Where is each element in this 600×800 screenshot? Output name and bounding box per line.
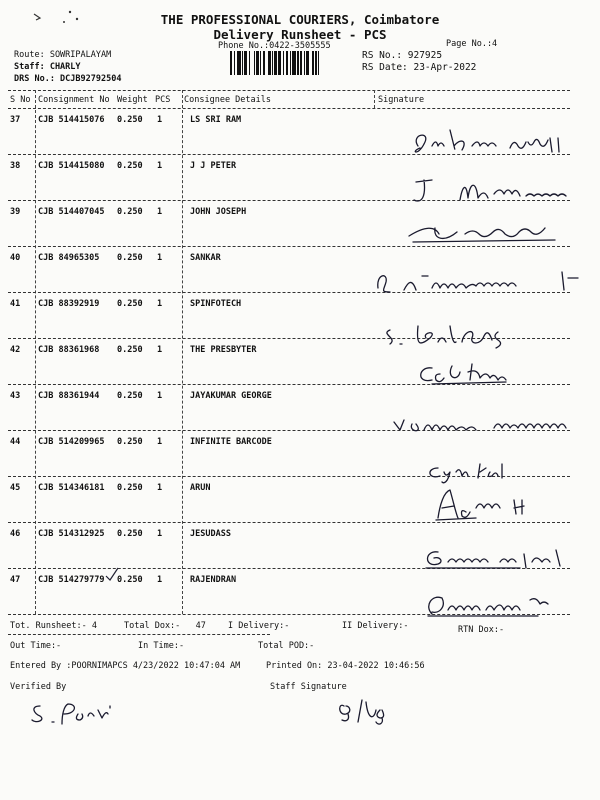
row-sno: 41	[10, 299, 21, 309]
total-pod: Total POD:-	[258, 641, 315, 651]
header-top-rule	[8, 90, 570, 91]
row-consignee: THE PRESBYTER	[190, 345, 257, 355]
barcode-bar	[319, 51, 321, 75]
row-consignment-no: CJB 514346181	[38, 483, 105, 493]
row-pcs: 1	[157, 299, 163, 309]
signature-37	[410, 124, 580, 168]
row-sno: 40	[10, 253, 21, 263]
in-time: In Time:-	[138, 641, 185, 651]
company-name: THE PROFESSIONAL COURIERS, Coimbatore	[160, 12, 440, 27]
row-sno: 38	[10, 161, 21, 171]
row-weight: 0.250	[117, 391, 143, 401]
rs-number: RS No.: 927925	[362, 50, 443, 61]
row-weight: 0.250	[117, 483, 143, 493]
verified-by-signature	[28, 694, 118, 732]
row-pcs: 1	[157, 207, 163, 217]
row-pcs: 1	[157, 345, 163, 355]
row-consignment-no: CJB 514415080	[38, 161, 105, 171]
col-header-weight: Weight	[117, 95, 148, 105]
row-consignee: J J PETER	[190, 161, 237, 171]
barcode	[230, 51, 354, 75]
row-consignment-no: CJB 88361944	[38, 391, 100, 401]
col-header-pcs: PCS	[155, 95, 171, 105]
row-weight: 0.250	[117, 207, 143, 217]
signature-38	[410, 170, 585, 214]
row-sno: 42	[10, 345, 21, 355]
row-consignment-no: CJB 88361968	[38, 345, 100, 355]
row-sno: 45	[10, 483, 21, 493]
signature-45	[432, 484, 552, 528]
row-consignment-no: CJB 88392919	[38, 299, 100, 309]
drs-number: DRS No.: DCJB92792504	[14, 74, 122, 84]
check-mark	[104, 566, 120, 582]
row-weight: 0.250	[117, 529, 143, 539]
col-header-consignment: Consignment No	[38, 95, 110, 105]
rs-date: RS Date: 23-Apr-2022	[362, 62, 477, 73]
col-header-signature: Signature	[378, 95, 425, 105]
row-consignment-no: CJB 514407045	[38, 207, 105, 217]
signature-40	[372, 262, 582, 306]
row-consignee: SANKAR	[190, 253, 221, 263]
row-weight: 0.250	[117, 253, 143, 263]
row-weight: 0.250	[117, 161, 143, 171]
entered-by: Entered By :POORNIMAPCS 4/23/2022 10:47:04 AM	[10, 661, 241, 671]
verified-by-label: Verified By	[10, 682, 67, 692]
row-weight: 0.250	[117, 115, 143, 125]
col-header-sno: S No	[10, 95, 31, 105]
row-consignee: JESUDASS	[190, 529, 231, 539]
staff: Staff: CHARLY	[14, 62, 81, 72]
row-consignee: JAYAKUMAR GEORGE	[190, 391, 272, 401]
row-sno: 37	[10, 115, 21, 125]
row-sno: 43	[10, 391, 21, 401]
row-pcs: 1	[157, 437, 163, 447]
row-pcs: 1	[157, 391, 163, 401]
row-pcs: 1	[157, 575, 163, 585]
row-consignment-no: CJB 514279779	[38, 575, 105, 585]
row-sno: 44	[10, 437, 21, 447]
row-sno: 47	[10, 575, 21, 585]
row-consignee: JOHN JOSEPH	[190, 207, 247, 217]
scan-specks	[30, 6, 90, 26]
row-consignee: ARUN	[190, 483, 211, 493]
document-title: Delivery Runsheet - PCS	[213, 27, 387, 42]
row-consignee: LS SRI RAM	[190, 115, 242, 125]
col-header-consignee: Consignee Details	[184, 95, 271, 105]
phone-number: Phone No.:0422-3505555	[218, 41, 331, 51]
header-bottom-rule	[8, 108, 570, 109]
rtn-dox: RTN Dox:-	[458, 625, 505, 635]
row-pcs: 1	[157, 115, 163, 125]
page-number: Page No.:4	[446, 39, 498, 49]
row-consignment-no: CJB 514312925	[38, 529, 105, 539]
row-pcs: 1	[157, 161, 163, 171]
column-divider	[374, 90, 375, 108]
row-weight: 0.250	[117, 345, 143, 355]
route: Route: SOWRIPALAYAM	[14, 50, 112, 60]
signature-41	[380, 316, 530, 354]
row-consignment-no: CJB 514209965	[38, 437, 105, 447]
row-consignee: INFINITE BARCODE	[190, 437, 272, 447]
out-time: Out Time:-	[10, 641, 62, 651]
total-dox: Total Dox:- 47	[124, 621, 206, 631]
staff-signature	[336, 692, 406, 732]
row-sno: 39	[10, 207, 21, 217]
row-consignment-no: CJB 84965305	[38, 253, 100, 263]
row-consignment-no: CJB 514415076	[38, 115, 105, 125]
printed-on: Printed On: 23-04-2022 10:46:56	[266, 661, 425, 671]
signature-43	[390, 408, 600, 442]
i-delivery: I Delivery:-	[228, 621, 290, 631]
row-pcs: 1	[157, 253, 163, 263]
row-pcs: 1	[157, 483, 163, 493]
row-consignee: RAJENDRAN	[190, 575, 237, 585]
row-weight: 0.250	[117, 437, 143, 447]
signature-46	[420, 540, 580, 578]
signature-42	[412, 356, 522, 392]
row-weight: 0.250	[117, 575, 143, 585]
row-weight: 0.250	[117, 299, 143, 309]
tot-runsheet: Tot. Runsheet:- 4	[10, 621, 97, 631]
row-sno: 46	[10, 529, 21, 539]
footer-mid-rule	[8, 634, 270, 635]
row-pcs: 1	[157, 529, 163, 539]
ii-delivery: II Delivery:-	[342, 621, 409, 631]
row-consignee: SPINFOTECH	[190, 299, 242, 309]
staff-signature-label: Staff Signature	[270, 682, 347, 692]
footer-top-rule	[8, 614, 570, 615]
signature-39	[405, 220, 565, 254]
signature-47	[418, 586, 558, 624]
